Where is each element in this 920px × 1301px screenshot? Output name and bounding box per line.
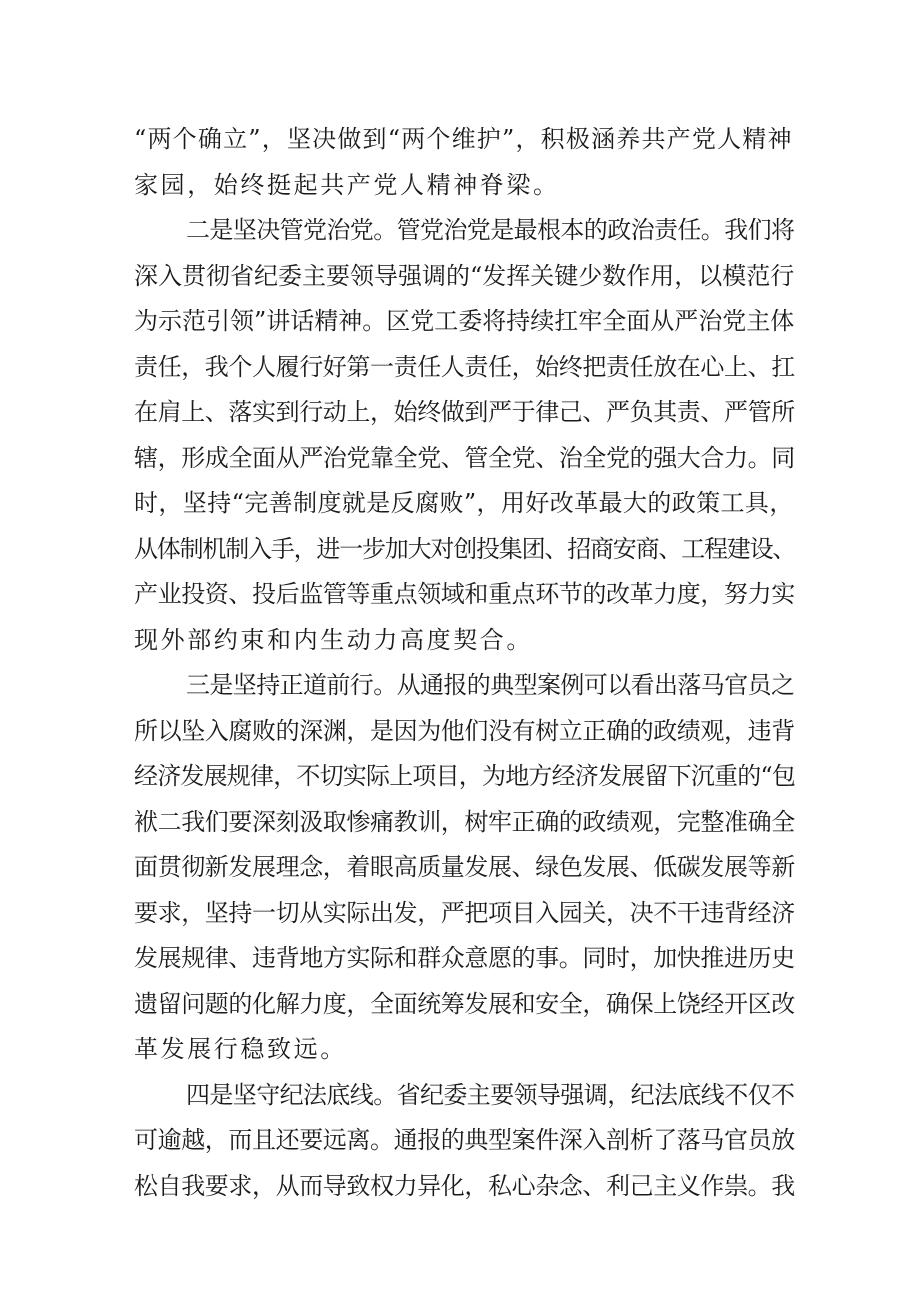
paragraph-point-3 [134,663,794,1073]
paragraph-point-4 [134,1073,794,1210]
text-line: 家园，始终挺起共产党人精神脊梁。 [134,170,560,199]
text-line: 辖，形成全面从严治党靠全党、管全党、治全党的强大合力。同 [134,443,795,472]
text-line: 责任，我个人履行好第一责任人责任，始终把责任放在心上、扛 [134,352,795,381]
text-line: 袱二我们要深刻汲取惨痛教训，树牢正确的政绩观，完整准确全 [134,807,795,836]
text-line: 松自我要求，从而导致权力异化，私心杂念、利己主义作祟。我 [134,1171,795,1200]
text-line: 革发展行稳致远。 [134,1035,347,1063]
paragraph-point-2 [134,208,794,663]
text-line: 现外部约束和内生动力高度契合。 [134,625,533,654]
text-line: 发展规律、违背地方实际和群众意愿的事。同时，加快推进历史 [134,944,795,972]
text-line: 在肩上、落实到行动上，始终做到严于律己、严负其责、严管所 [134,398,795,426]
text-line: 从体制机制入手，进一步加大对创投集团、招商安商、工程建设、 [134,534,796,563]
body-text [134,117,794,1209]
text-line: 为示范引领”讲话精神。区党工委将持续扛牢全面从严治党主体 [134,307,795,335]
text-line: 经济发展规律，不切实际上项目，为地方经济发展留下沉重的“包 [134,762,796,790]
text-line: 深入贯彻省纪委主要领导强调的“发挥关键少数作用，以模范行 [134,261,795,290]
text-line: 所以坠入腐败的深渊，是因为他们没有树立正确的政绩观，违背 [134,716,795,745]
text-line: 可逾越，而且还要远离。通报的典型案件深入剖析了落马官员放 [134,1126,795,1154]
text-line: 二是坚决管党治党。管党治党是最根本的政治责任。我们将 [186,216,795,244]
text-line: 遗留问题的化解力度，全面统筹发展和安全，确保上饶经开区改 [134,989,795,1018]
text-line: 产业投资、投后监管等重点领域和重点环节的改革力度，努力实 [134,580,795,608]
text-line: 面贯彻新发展理念，着眼高质量发展、绿色发展、低碳发展等新 [134,853,795,881]
text-line: 要求，坚持一切从实际出发，严把项目入园关，决不干违背经济 [134,898,795,927]
paragraph-continuation [134,117,794,208]
text-line: 四是坚守纪法底线。省纪委主要领导强调，纪法底线不仅不 [186,1080,795,1109]
text-line: 时，坚持“完善制度就是反腐败”，用好改革最大的政策工具， [134,489,794,517]
text-line: 三是坚持正道前行。从通报的典型案例可以看出落马官员之 [186,671,795,699]
text-line: “两个确立”，坚决做到“两个维护”，积极涵养共产党人精神 [134,125,793,153]
